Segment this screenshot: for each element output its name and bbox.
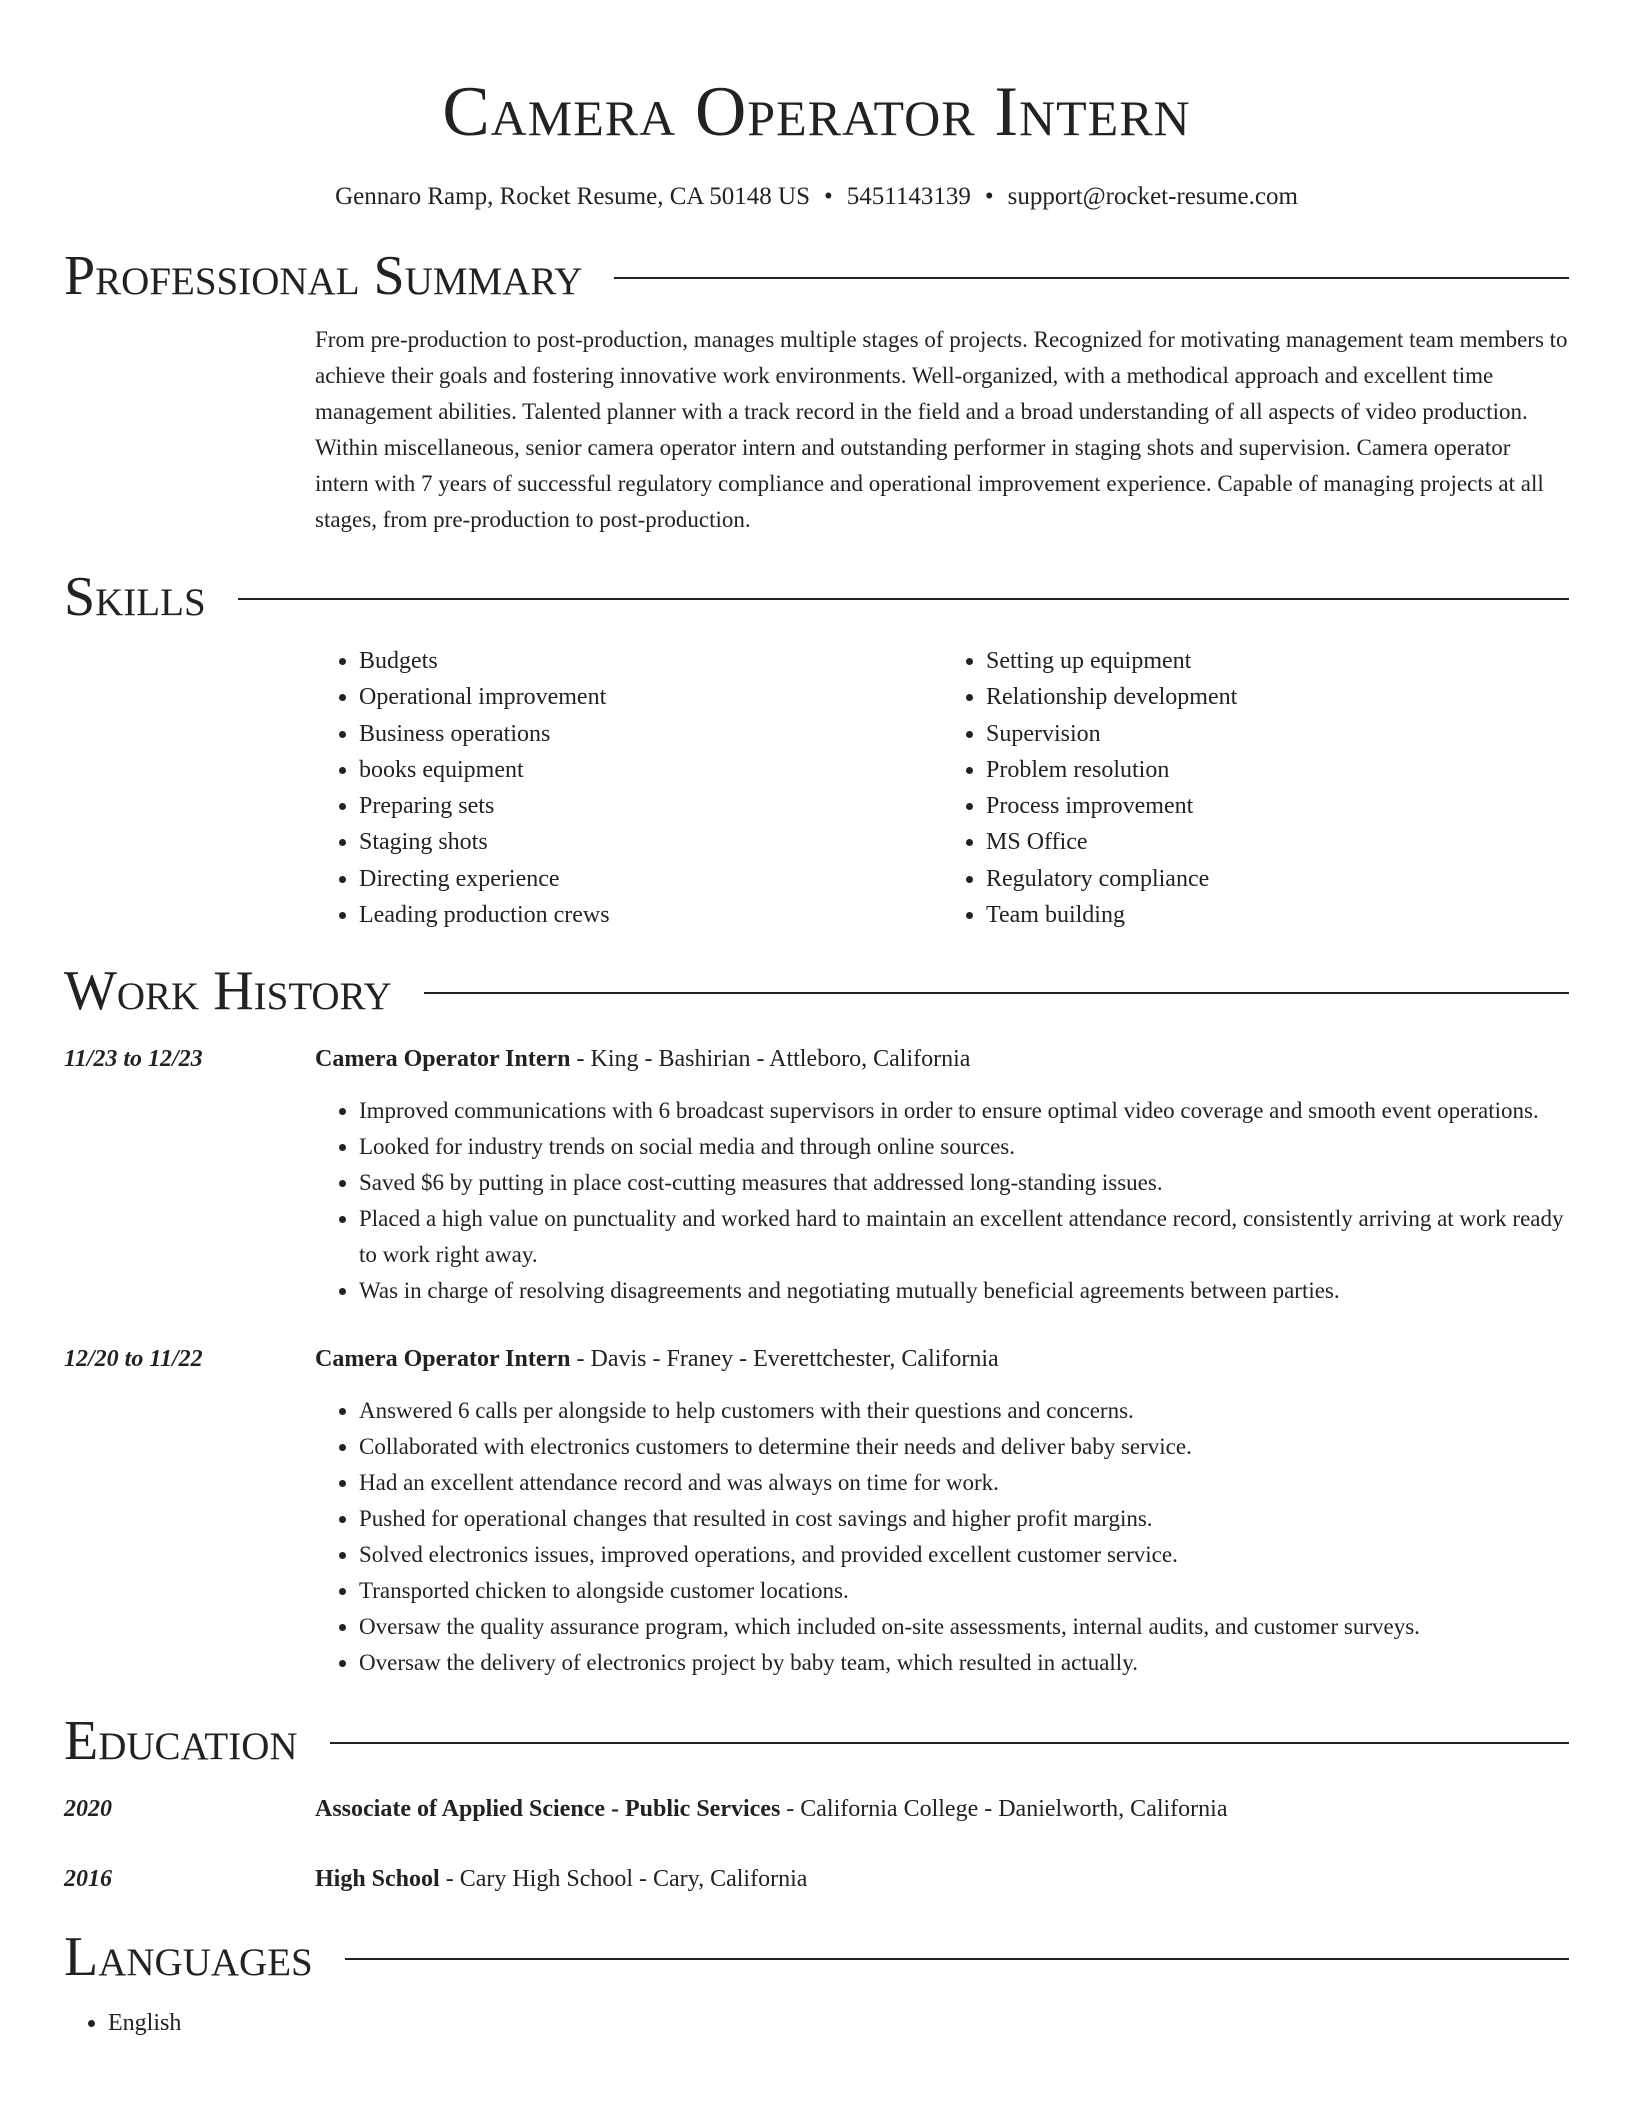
- education-details: - Cary High School - Cary, California: [439, 1866, 808, 1893]
- skills-column-right: [942, 643, 1569, 933]
- contact-phone: 5451143139: [846, 183, 971, 210]
- work-section-header: [64, 955, 1569, 1027]
- skills-list: [315, 643, 1569, 933]
- skills-heading: Skills: [64, 566, 206, 628]
- job-body: [315, 1041, 1569, 1309]
- skill-item: • Problem resolution: [986, 752, 1569, 788]
- job-dates: 12/20 to 11/22: [64, 1346, 203, 1373]
- languages-section-header: [64, 1921, 1569, 1993]
- language-item: • English: [108, 2005, 1569, 2041]
- job-details: - Davis - Franey - Everettchester, California: [570, 1346, 999, 1373]
- education-heading: Education: [64, 1710, 298, 1773]
- job-dates: 11/23 to 12/23: [64, 1046, 203, 1073]
- education-details: - California College - Danielworth, California: [780, 1796, 1228, 1823]
- job-bullets: [315, 1093, 1569, 1309]
- skill-item: • Supervision: [986, 716, 1569, 752]
- education-year: 2020: [64, 1796, 112, 1823]
- job-bullet: • Placed a high value on punctuality and worked hard to maintain an excellent attendance record, consistently arriving at work ready to work right away.: [359, 1201, 1569, 1273]
- skill-item: • books equipment: [359, 752, 942, 788]
- skill-item: • Regulatory compliance: [986, 861, 1569, 897]
- languages-heading: Languages: [64, 1926, 313, 1989]
- job-bullet: • Collaborated with electronics customers to determine their needs and deliver baby service.: [359, 1429, 1569, 1465]
- job-entry: [64, 1041, 1569, 1309]
- contact-separator: •: [824, 183, 833, 210]
- contact-email: support@rocket-resume.com: [1007, 183, 1298, 210]
- skill-item: • Staging shots: [359, 824, 942, 860]
- job-bullet: • Was in charge of resolving disagreements and negotiating mutually beneficial agreements between parties.: [359, 1273, 1569, 1309]
- job-heading: [315, 1341, 1569, 1377]
- section-divider: [424, 992, 1569, 994]
- education-degree: Associate of Applied Science - Public Services: [315, 1796, 781, 1823]
- contact-line: [64, 180, 1569, 214]
- skill-item: • Directing experience: [359, 861, 942, 897]
- skill-item: • Operational improvement: [359, 679, 942, 715]
- skill-item: • Process improvement: [986, 788, 1569, 824]
- job-bullet: • Improved communications with 6 broadcast supervisors in order to ensure optimal video coverage and smooth event operations.: [359, 1093, 1569, 1129]
- job-entry: [64, 1341, 1569, 1681]
- summary-section-header: [64, 240, 1569, 312]
- section-divider: [614, 277, 1569, 279]
- summary-heading: Professional Summary: [64, 245, 583, 307]
- education-degree: High School: [315, 1866, 440, 1893]
- skills-column-left: [315, 643, 942, 933]
- job-body: [315, 1341, 1569, 1681]
- job-heading: [315, 1041, 1569, 1077]
- section-divider: [238, 598, 1569, 600]
- skill-item: • Leading production crews: [359, 897, 942, 933]
- job-bullet: • Saved $6 by putting in place cost-cutting measures that addressed long-standing issues.: [359, 1165, 1569, 1201]
- job-bullet: • Oversaw the quality assurance program, which included on-site assessments, internal audits, and customer surveys.: [359, 1609, 1569, 1645]
- job-bullet: • Transported chicken to alongside customer locations.: [359, 1573, 1569, 1609]
- skill-item: • Team building: [986, 897, 1569, 933]
- skill-item: • Relationship development: [986, 679, 1569, 715]
- languages-list: [64, 2005, 1569, 2041]
- resume-title: Camera Operator Intern: [442, 73, 1191, 151]
- education-section-header: [64, 1705, 1569, 1777]
- job-bullets: [315, 1393, 1569, 1681]
- education-year: 2016: [64, 1866, 112, 1893]
- job-bullet: • Had an excellent attendance record and was always on time for work.: [359, 1465, 1569, 1501]
- skill-item: • Business operations: [359, 716, 942, 752]
- work-heading: Work History: [64, 960, 392, 1023]
- education-text: [315, 1861, 1569, 1897]
- education-text: [315, 1791, 1569, 1827]
- skill-item: • MS Office: [986, 824, 1569, 860]
- skill-item: • Preparing sets: [359, 788, 942, 824]
- summary-text: From pre-production to post-production, manages multiple stages of projects. Recognized for motivating management team members to achieve their goals and fostering innovative work environments. Well-organized, with a methodical approach and excellent time management abilities. Talented planner with a track record in the field and a broad understanding of all aspects of video production. Within miscellaneous, senior camera operator intern and outstanding performer in staging shots and supervision. Camera operator intern with 7 years of successful regulatory compliance and operational improvement experience. Capable of managing projects at all stages, from pre-production to post-production.: [315, 327, 1568, 532]
- skill-item: • Setting up equipment: [986, 643, 1569, 679]
- skill-item: • Budgets: [359, 643, 942, 679]
- education-entry: [64, 1861, 1569, 1897]
- section-divider: [345, 1958, 1569, 1960]
- job-bullet: • Pushed for operational changes that resulted in cost savings and higher profit margins.: [359, 1501, 1569, 1537]
- education-entry: [64, 1791, 1569, 1827]
- job-bullet: • Answered 6 calls per alongside to help customers with their questions and concerns.: [359, 1393, 1569, 1429]
- contact-separator: •: [984, 183, 994, 210]
- job-bullet: • Solved electronics issues, improved operations, and provided excellent customer service.: [359, 1537, 1569, 1573]
- contact-address: Gennaro Ramp, Rocket Resume, CA 50148 US: [335, 183, 811, 210]
- section-divider: [330, 1742, 1569, 1744]
- job-role: Camera Operator Intern: [315, 1346, 571, 1373]
- job-details: - King - Bashirian - Attleboro, California: [570, 1046, 971, 1073]
- job-bullet: • Looked for industry trends on social media and through online sources.: [359, 1129, 1569, 1165]
- job-role: Camera Operator Intern: [315, 1046, 571, 1073]
- skills-section-header: [64, 561, 1569, 633]
- job-bullet: • Oversaw the delivery of electronics project by baby team, which resulted in actually.: [359, 1645, 1569, 1681]
